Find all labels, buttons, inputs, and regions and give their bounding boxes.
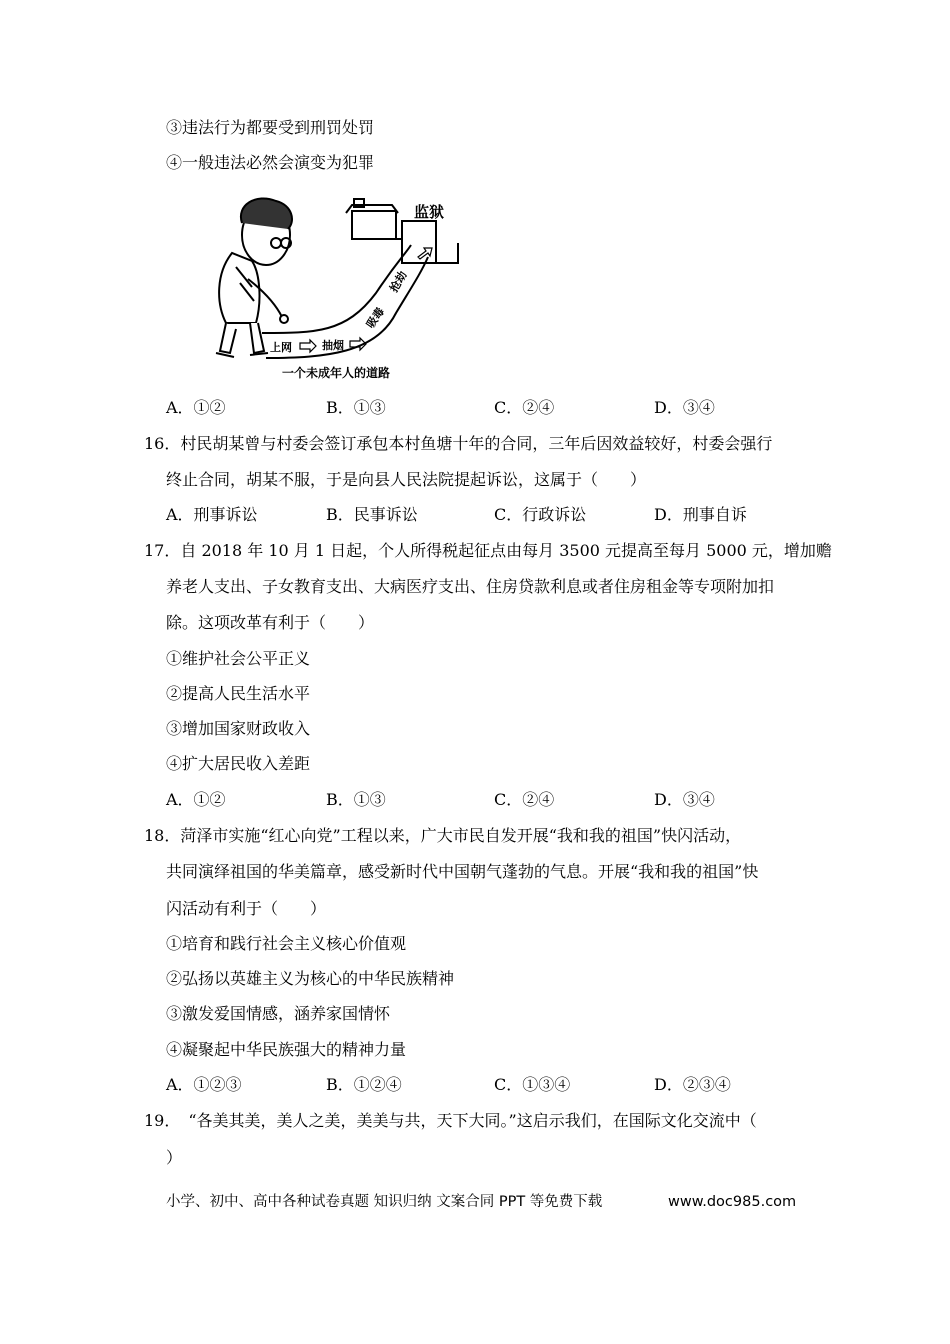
q17-statement-1: ①维护社会公平正义: [166, 649, 311, 668]
arrow-icon: [300, 340, 316, 352]
option-b[interactable]: B．民事诉讼: [326, 505, 418, 524]
q17-options: [166, 790, 806, 810]
step-label-online: 上网: [270, 341, 292, 354]
q18-stem-line-2: 共同演绎祖国的华美篇章，感受新时代中国朝气蓬勃的气息。开展“我和我的祖国”快: [166, 862, 759, 881]
q16-options: [166, 505, 806, 525]
q15-options: [166, 398, 806, 418]
q18-statement-2: ②弘扬以英雄主义为核心的中华民族精神: [166, 969, 455, 988]
option-b[interactable]: B．①③: [326, 398, 386, 417]
q15-illustration: [196, 183, 468, 383]
option-b[interactable]: B．①③: [326, 790, 386, 809]
option-c[interactable]: C．行政诉讼: [494, 505, 587, 524]
prison-label: 监狱: [414, 203, 445, 221]
option-c[interactable]: C．②④: [494, 398, 555, 417]
footer-url-link[interactable]: www.doc985.com: [668, 1194, 797, 1210]
q19-stem-line-2: ）: [166, 1148, 183, 1167]
q17-statement-2: ②提高人民生活水平: [166, 684, 311, 703]
q16-stem-line-1: 16．村民胡某曾与村委会签订承包本村鱼塘十年的合同，三年后因效益较好，村委会强行: [144, 434, 773, 453]
q17-statement-4: ④扩大居民收入差距: [166, 754, 311, 773]
option-a[interactable]: A．①②③: [166, 1075, 242, 1094]
q18-statement-1: ①培育和践行社会主义核心价值观: [166, 934, 407, 953]
option-a[interactable]: A．①②: [166, 398, 226, 417]
q18-options: [166, 1075, 806, 1095]
option-c[interactable]: C．②④: [494, 790, 555, 809]
option-d[interactable]: D．③④: [654, 398, 715, 417]
q17-stem-line-2: 养老人支出、子女教育支出、大病医疗支出、住房贷款利息或者住房租金等专项附加扣: [166, 577, 775, 596]
q16-stem-line-2: 终止合同，胡某不服，于是向县人民法院提起诉讼，这属于（ ）: [166, 470, 647, 489]
option-d[interactable]: D．②③④: [654, 1075, 731, 1094]
q18-statement-3: ③激发爱国情感，涵养家国情怀: [166, 1004, 391, 1023]
q17-statement-3: ③增加国家财政收入: [166, 719, 311, 738]
option-c[interactable]: C．①③④: [494, 1075, 571, 1094]
q19-stem-line-1: 19． “各美其美，美人之美，美美与共，天下大同。”这启示我们，在国际文化交流中（: [144, 1111, 757, 1130]
step-label-drugs: 吸毒: [363, 305, 388, 331]
q17-stem-line-1: 17．自 2018 年 10 月 1 日起，个人所得税起征点由每月 3500 元提高至每月 5000 元，增加赡: [144, 541, 832, 560]
arrow-icon: [418, 248, 432, 259]
option-d[interactable]: D．刑事自诉: [654, 505, 747, 524]
q18-stem-line-1: 18．菏泽市实施“红心向党”工程以来，广大市民自发开展“我和我的祖国”快闪活动，: [144, 826, 742, 845]
q15-statement-3: ③违法行为都要受到刑罚处罚: [166, 118, 375, 137]
option-b[interactable]: B．①②④: [326, 1075, 402, 1094]
step-label-robbery: 抢劫: [387, 268, 410, 295]
footer-text: 小学、初中、高中各种试卷真题 知识归纳 文案合同 PPT 等免费下载: [166, 1194, 603, 1210]
option-d[interactable]: D．③④: [654, 790, 715, 809]
q15-statement-4: ④一般违法必然会演变为犯罪: [166, 153, 375, 172]
illustration-caption: 一个未成年人的道路: [282, 366, 391, 380]
step-label-smoking: 抽烟: [322, 339, 344, 352]
q18-stem-line-3: 闪活动有利于（ ）: [166, 899, 327, 918]
q17-stem-line-3: 除。这项改革有利于（ ）: [166, 613, 375, 632]
q18-statement-4: ④凝聚起中华民族强大的精神力量: [166, 1040, 407, 1059]
option-a[interactable]: A．刑事诉讼: [166, 505, 258, 524]
option-a[interactable]: A．①②: [166, 790, 226, 809]
